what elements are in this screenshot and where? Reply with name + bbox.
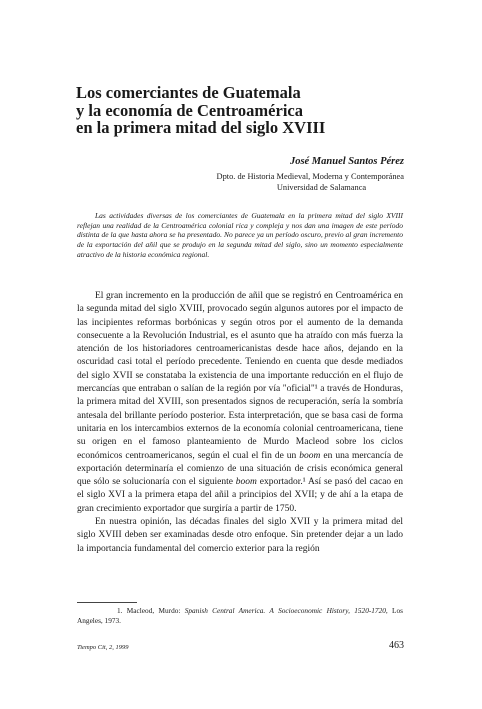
affiliation-university: Universidad de Salamanca (276, 183, 367, 192)
body-paragraph-1 (77, 290, 403, 516)
affiliation-department: Dpto. de Historia Medieval, Moderna y Contemporánea (216, 172, 404, 181)
paragraph-1-part-a: El gran incremento en la producción de añil que se registró en Centroamérica en la segunda mitad del siglo XVIII, provocado según algunos autores por el impacto de las incipientes reformas borbónicas y según otros por el aumento de la demanda consecuente a la Revolución Industrial, es el asunto que ha atraído con más fuerza la atención de los historiadores centroamericanistas desde hace años, dejando en la oscuridad casi total el período precedente. Teniendo en cuenta que desde mediados del siglo XVII se constataba la existencia de una importante reducción en el flujo de mercancías que entraban o salían de la región por vía "oficial"¹ a través de Honduras, la primera mitad del XVIII, son presentados signos de recuperación, sería la sombría antesala del brillante período posterior. Esta interpretación, que se basa casi de forma unitaria en los intercambios externos de la economía colonial centroamericana, tiene su origen en el famoso planteamiento de Murdo Macleod sobre los ciclos económicos centroamericanos, según el cual el fin de un (77, 291, 403, 461)
footnote-book-title: Spanish Central America. A Socioeconomic History, 1520-1720 (184, 606, 386, 615)
abstract: Las actividades diversas de los comerciantes de Guatemala en la primera mitad del siglo XVIII reflejan una realidad de la Centroamérica colonial rica y compleja y nos dan una imagen de este período distinta de la que hasta ahora se ha presentado. No parece ya un período oscuro, previo al gran incremento de la exportación del añil que se produjo en la segunda mitad del siglo, sino un momento especialmente atractivo de la historia económica regional. (77, 211, 403, 259)
footnote-suffix: , Los Angeles, 1973. (77, 606, 403, 625)
article-title (76, 84, 416, 137)
running-footer: Tiempo Cit, 2, 1999 (77, 644, 129, 651)
footnote-divider (77, 602, 137, 603)
italic-term-boom: boom (235, 477, 257, 488)
author-affiliation (144, 171, 404, 193)
footnote-prefix: 1. Macleod, Murdo: (117, 606, 185, 615)
paragraph-1-part-c: exportador.¹ Así se pasó del cacao en el siglo XVI a la primera etapa del añil a principios del XVII; y de ahí a la etapa de gran crecimiento exportador que surgiría a partir de 1750. (77, 477, 403, 514)
body-text (77, 290, 403, 556)
footnote-1 (77, 606, 403, 625)
page-number: 463 (389, 640, 404, 651)
body-paragraph-2: En nuestra opinión, las décadas finales del siglo XVII y la primera mitad del siglo XVIII deben ser examinadas desde otro enfoque. Sin pretender dejar a un lado la importancia fundamental del comercio exterior para la región (77, 517, 403, 554)
italic-term-boom: boom (299, 450, 321, 461)
title-line-3: en la primera mitad del siglo XVIII (76, 118, 326, 137)
author-name: José Manuel Santos Pérez (289, 156, 404, 167)
paragraph-1-part-b: en una mercancía de exportación determinaría el comienzo de una situación de crisis económica general que sólo se solucionaría con el siguiente (77, 450, 403, 488)
title-line-1: Los comerciantes de Guatemala (76, 83, 301, 102)
title-line-2: y la economía de Centroamérica (76, 100, 303, 120)
